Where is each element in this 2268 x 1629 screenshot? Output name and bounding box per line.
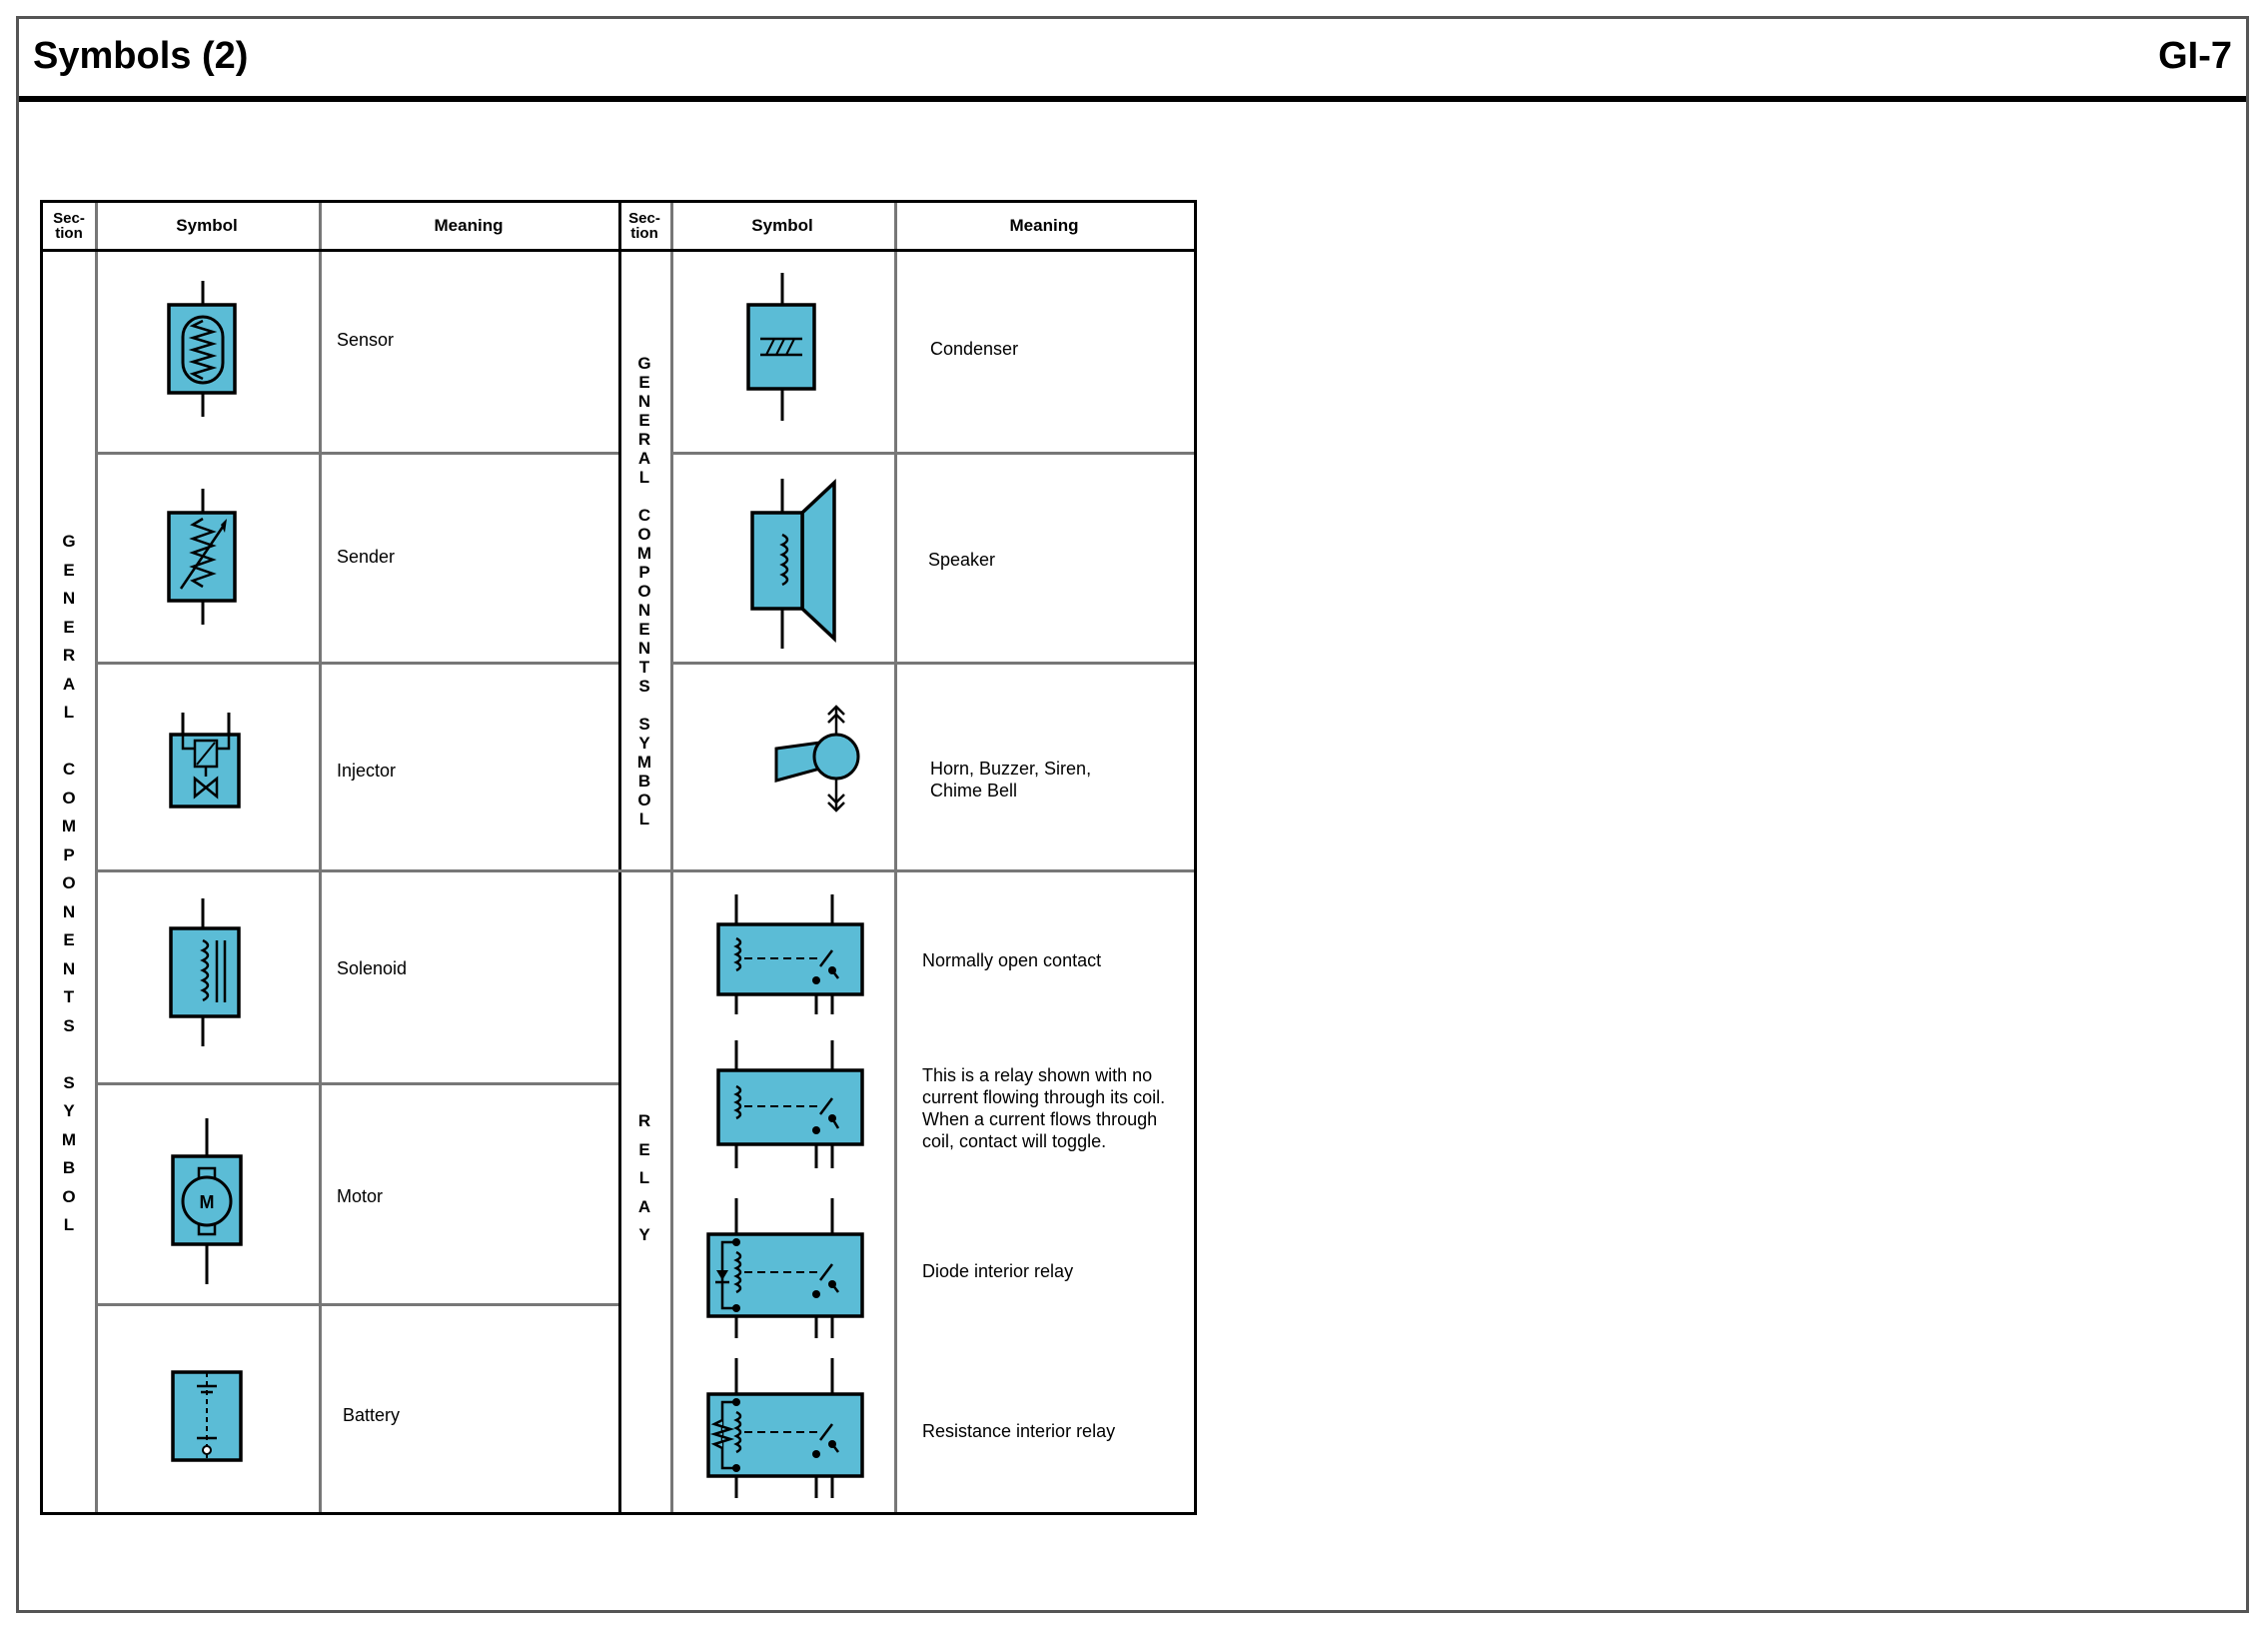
section-letter: N: [637, 392, 651, 411]
row-divider: [95, 662, 618, 665]
section-letter: N: [637, 601, 651, 620]
row-divider: [95, 1082, 618, 1085]
page-header: [19, 19, 2246, 102]
section-header: Sec- tion: [628, 210, 660, 242]
section-letter: B: [637, 772, 651, 791]
meaning-motor: Motor: [337, 1186, 384, 1206]
section-letter: R: [637, 1111, 651, 1130]
section-letter: [642, 697, 647, 716]
row-divider: [670, 662, 1194, 665]
symbol-header: Symbol: [751, 216, 813, 235]
section-letter: [642, 488, 647, 507]
section-letter: [67, 733, 72, 762]
row-divider: [95, 869, 618, 872]
section-letter: P: [638, 563, 650, 582]
section-letter: A: [62, 674, 76, 694]
header-divider: [43, 249, 1194, 252]
sender-icon: [163, 489, 243, 625]
section-letter: Y: [638, 734, 650, 753]
section-letter: G: [637, 354, 651, 373]
section-letter: S: [638, 677, 650, 696]
section-letter: L: [638, 810, 650, 828]
section-letter: [67, 1045, 72, 1074]
section-letter: E: [63, 560, 75, 580]
meaning-relay-toggle: This is a relay shown with no current flowing through its coil. When a current flows through coil, contact will toggle.: [922, 1065, 1166, 1151]
section-letter: N: [62, 901, 76, 921]
section-letter: R: [62, 646, 76, 665]
motor-label: M: [199, 1192, 215, 1212]
section-letter: O: [637, 525, 651, 544]
meaning-solenoid: Solenoid: [337, 958, 408, 978]
resistance-relay-icon: [702, 1358, 872, 1498]
section-letter: N: [62, 958, 76, 978]
meaning-sender: Sender: [337, 547, 396, 567]
diode-relay-icon: [702, 1198, 872, 1338]
section-letter: S: [63, 1015, 75, 1035]
section-letter: E: [63, 930, 75, 949]
section-letter: E: [63, 617, 75, 637]
section-label-relay: [618, 1112, 670, 1255]
section-label-general-components: [43, 533, 95, 1245]
section-letter: E: [638, 411, 650, 430]
relay-toggle-icon: [708, 1040, 868, 1170]
section-letter: P: [63, 844, 75, 864]
section-letter: L: [638, 1168, 650, 1187]
motor-icon: [167, 1118, 247, 1284]
section-letter: R: [637, 430, 651, 449]
symbols-table: [40, 200, 1197, 1515]
section-letter: E: [638, 1139, 650, 1159]
section-letter: A: [637, 1196, 651, 1216]
section-letter: L: [63, 1215, 75, 1234]
page-title: Symbols (2): [33, 35, 249, 77]
meaning-resistance-relay: Resistance interior relay: [922, 1421, 1116, 1441]
page-number: GI-7: [2158, 35, 2232, 77]
section-letter: M: [636, 753, 652, 772]
meaning-condenser: Condenser: [930, 339, 1019, 359]
section-letter: E: [638, 373, 650, 392]
section-letter: N: [637, 639, 651, 658]
section-letter: C: [62, 760, 76, 779]
section-letter: Y: [638, 1225, 650, 1244]
sensor-icon: [163, 281, 243, 417]
meaning-normally-open: Normally open contact: [922, 950, 1102, 970]
meaning-sensor: Sensor: [337, 330, 395, 350]
section-letter: N: [62, 589, 76, 608]
section-letter: A: [637, 449, 651, 468]
solenoid-icon: [167, 898, 247, 1046]
column-divider: [319, 203, 322, 1512]
column-divider: [670, 203, 673, 1512]
column-divider: [95, 203, 98, 1512]
section-letter: O: [637, 582, 651, 601]
condenser-icon: [742, 273, 822, 421]
section-label-general-components: [618, 355, 670, 829]
row-divider: [95, 1303, 618, 1306]
section-letter: S: [638, 715, 650, 734]
horn-icon: [732, 699, 872, 828]
section-letter: T: [63, 987, 75, 1006]
section-letter: G: [62, 532, 76, 551]
meaning-diode-relay: Diode interior relay: [922, 1261, 1074, 1281]
section-letter: L: [638, 468, 650, 487]
meaning-header: Meaning: [434, 216, 504, 235]
section-letter: B: [62, 1158, 76, 1177]
column-divider: [894, 203, 897, 1512]
meaning-injector: Injector: [337, 761, 397, 781]
relay-normally-open-icon: [708, 894, 868, 1014]
section-letter: O: [637, 791, 651, 810]
section-letter: Y: [63, 1101, 75, 1120]
section-letter: O: [62, 873, 76, 892]
meaning-battery: Battery: [343, 1405, 401, 1425]
meaning-header: Meaning: [1009, 216, 1079, 235]
meaning-speaker: Speaker: [928, 550, 996, 570]
section-letter: M: [636, 544, 652, 563]
battery-icon: [167, 1366, 247, 1466]
section-letter: T: [638, 658, 650, 677]
injector-icon: [167, 713, 247, 813]
section-divider: [618, 869, 1194, 872]
section-letter: E: [638, 620, 650, 639]
section-letter: O: [62, 1186, 76, 1206]
row-divider: [670, 452, 1194, 455]
meaning-horn: Horn, Buzzer, Siren, Chime Bell: [930, 759, 1092, 801]
section-letter: L: [63, 703, 75, 722]
section-letter: M: [61, 1129, 77, 1149]
speaker-icon: [742, 479, 862, 649]
section-header: Sec- tion: [53, 210, 85, 242]
section-letter: O: [62, 788, 76, 808]
section-letter: M: [61, 816, 77, 835]
section-letter: S: [63, 1072, 75, 1092]
section-letter: C: [637, 506, 651, 525]
symbol-header: Symbol: [176, 216, 238, 235]
row-divider: [95, 452, 618, 455]
